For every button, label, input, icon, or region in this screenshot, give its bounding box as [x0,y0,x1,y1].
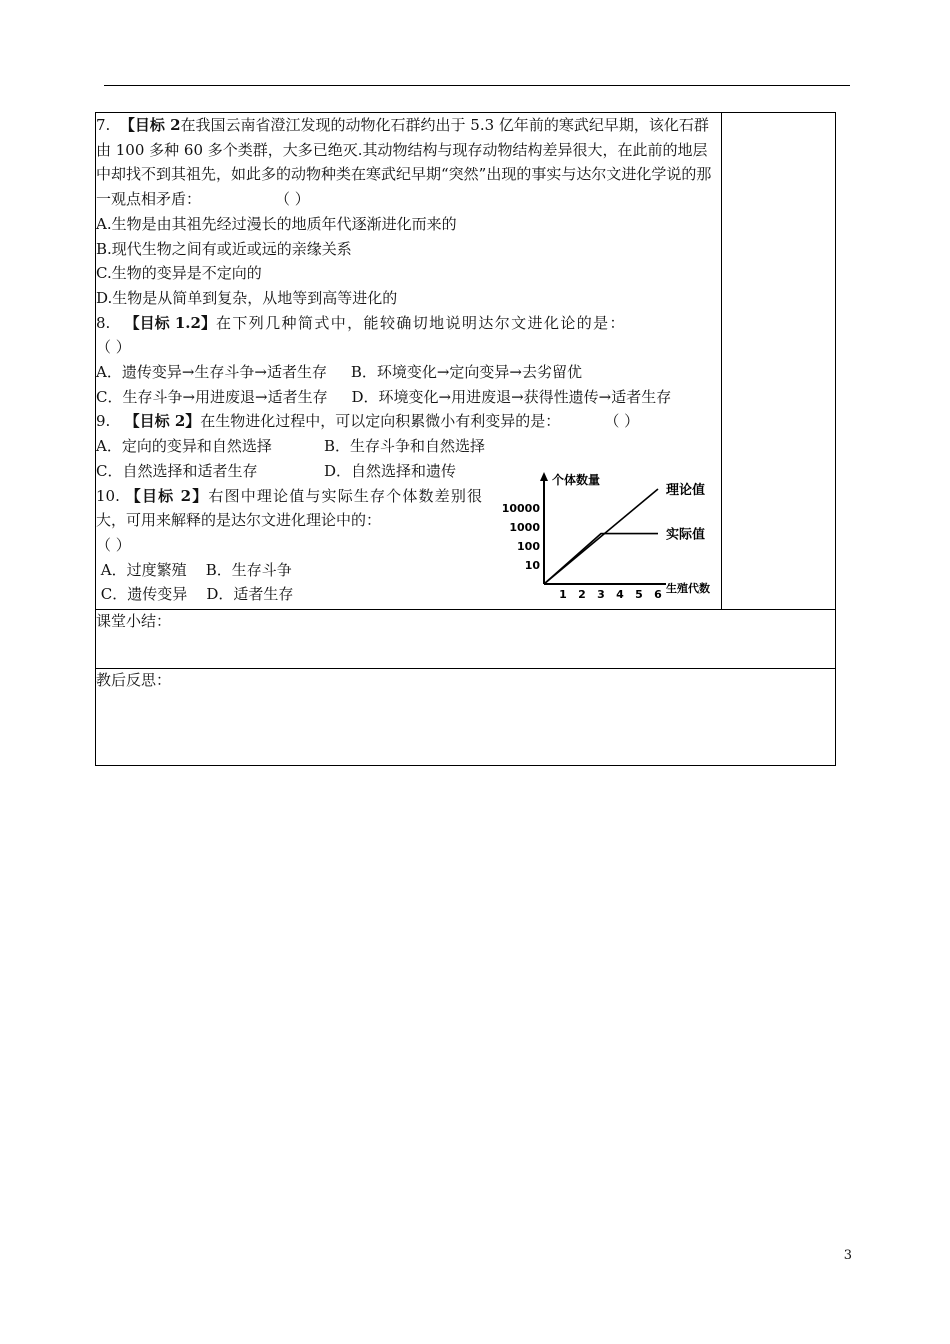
worksheet-table [95,112,836,766]
question-10: 10. 【目标 2】右图中理论值与实际生存个体数差别很大，可用来解释的是达尔文进化理论中的： （ ） A．过度繁殖 B．生存斗争 C．遗传变异 D．适者生存 [96,484,482,608]
class-summary-label: 课堂小结： [96,611,172,630]
series-line-actual [544,533,658,583]
target-tag: 【目标 2】 [124,412,201,431]
option-b: B．生存斗争和自然选择 [324,437,486,456]
target-tag: 【目标 2】 [125,486,209,505]
option-a: A.生物是由其祖先经过漫长的地质年代逐渐进化而来的 [96,214,457,233]
option-a: A．过度繁殖 [100,560,187,579]
class-summary-cell [96,609,836,668]
series-label: 理论值 [666,482,706,498]
target-tag: 【目标 1.2】 [124,313,216,332]
option-c: C.生物的变异是不定向的 [96,264,262,283]
answer-blank: （ ） [604,412,640,431]
question-7: 7. 【目标 2在我国云南省澄江发现的动物化石群约出于 5.3 亿年前的寒武纪早期，该化石群由 100 多种 60 多个类群，大多已绝灭.其动物结构与现存动物结构差异很大，在此前的地层中却找不到其祖先，如此多的动物种类在寒武纪早期“突然”出现的事实与达尔文进化学说的那一观点相矛盾： （ ） [96,116,712,209]
answer-blank: （ ） [96,535,131,554]
y-tick-label: 100 [517,539,540,553]
chart-axes [540,472,666,584]
option-b: B．生存斗争 [205,560,292,579]
option-a: A．遗传变异→生存斗争→适者生存 [96,363,327,382]
options-row-ab [96,558,482,583]
x-axis-label: 生殖代数 [666,581,710,595]
y-axis-label: 个体数量 [552,472,601,487]
question-8: 8. 【目标 1.2】在下列几种简式中，能较确切地说明达尔文进化论的是： （ ） [96,313,626,357]
series-label: 实际值 [666,527,706,543]
questions-cell [96,113,722,610]
options-row-ab [96,360,721,385]
option-d: D．环境变化→用进废退→获得性遗传→适者生存 [351,387,672,406]
x-tick-label: 5 [635,587,643,601]
side-column [722,113,836,610]
option-d: D.生物是从简单到复杂，从地等到高等进化的 [96,288,398,307]
reflection-label: 教后反思： [96,670,172,689]
page-number: 3 [843,1248,852,1263]
target-tag: 【目标 2 [119,116,181,134]
answer-blank: （ ） [96,338,131,357]
header-rule [104,85,850,86]
options-row-cd [96,582,482,607]
option-d: D．适者生存 [206,585,294,604]
x-tick-label: 3 [597,587,605,601]
option-b: B.现代生物之间有或近或远的亲缘关系 [96,239,352,258]
x-tick-label: 1 [559,587,567,601]
x-tick-label: 6 [654,587,662,601]
y-tick-label: 10000 [501,501,540,515]
question-9: 9. 【目标 2】在生物进化过程中，可以定向积累微小有利变异的是： （ ） [96,412,640,431]
options-row-ab [96,434,721,459]
option-b: B．环境变化→定向变异→去劣留优 [350,363,582,382]
population-chart [498,470,718,605]
option-c: C．自然选择和适者生存 [96,461,258,480]
question-10-block [96,472,721,609]
y-tick-label: 1000 [509,520,540,534]
reflection-cell [96,668,836,765]
options-row-cd [96,385,721,410]
x-tick-label: 2 [578,587,586,601]
y-tick-label: 10 [524,558,540,572]
option-c: C．遗传变异 [100,585,188,604]
option-c: C．生存斗争→用进废退→适者生存 [96,387,328,406]
option-a: A．定向的变异和自然选择 [96,437,272,456]
x-tick-label: 4 [616,587,624,601]
option-d: D．自然选择和遗传 [324,461,457,480]
answer-blank: （ ） [275,190,310,209]
